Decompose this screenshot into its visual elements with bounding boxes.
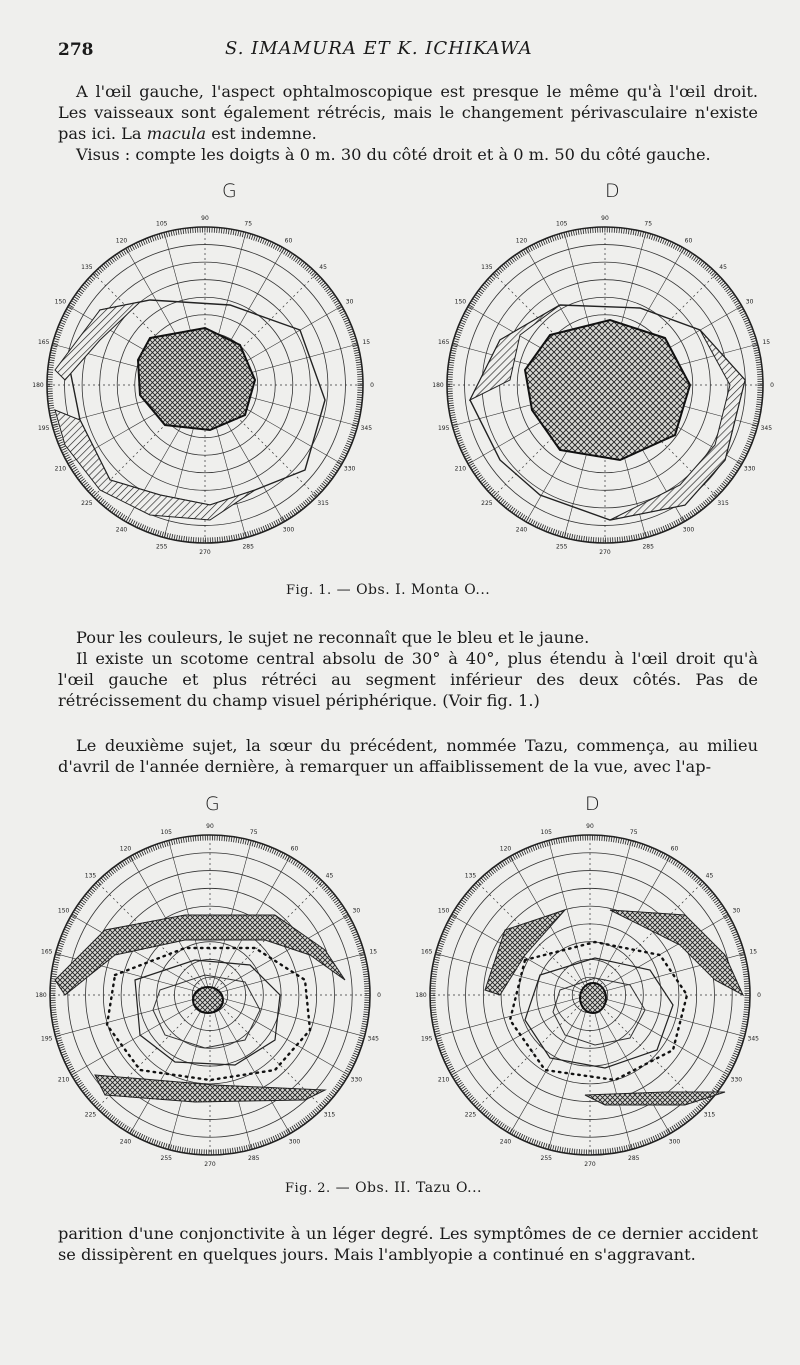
- perimeter-angle-label: 285: [242, 543, 254, 551]
- figure-1-caption-prefix: Fig. 1.: [286, 583, 332, 598]
- perimeter-angle-label: 180: [35, 992, 47, 999]
- figure-2-caption-prefix: Fig. 2.: [285, 1181, 331, 1196]
- central-scotoma: [580, 983, 606, 1013]
- perimeter-angle-label: 0: [770, 382, 774, 389]
- perimeter-spoke: [210, 995, 365, 1036]
- perimeter-angle-label: 315: [323, 1111, 336, 1119]
- hatched-band-upper-right: [610, 907, 743, 995]
- perimeter-angle-label: 255: [156, 543, 168, 551]
- perimeter-angle-label: 105: [556, 220, 568, 228]
- perimeter-angle-label: 210: [437, 1076, 450, 1084]
- perimeter-angle-label: 15: [362, 338, 371, 346]
- perimeter-angle-label: 165: [41, 948, 53, 956]
- perimeter-angle-label: 240: [119, 1138, 132, 1146]
- perimeter-angle-label: 315: [703, 1111, 716, 1119]
- perimeter-angle-label: 285: [628, 1155, 640, 1163]
- perimeter-angle-label: 135: [481, 263, 493, 271]
- perimeter-angle-label: 300: [282, 526, 295, 534]
- figure-2-caption: [285, 1180, 482, 1196]
- perimeter-angle-label: 225: [481, 500, 493, 508]
- figure-2-right-label: D: [585, 793, 600, 815]
- perimeter-angle-label: 90: [206, 823, 214, 830]
- perimeter-angle-label: 105: [156, 220, 168, 228]
- perimeter-angle-label: 30: [745, 298, 754, 306]
- perimeter-angle-label: 0: [370, 382, 374, 389]
- paragraph-2-text-b: Il existe un scotome central absolu de 30° à 40°, plus étendu à l'œil droit qu'à l'œil gauche et plus rétréci au segment inférieur des deux côtés. Pas de rétrécissement du champ visuel périphérique. (Voir fig. 1.): [58, 649, 758, 710]
- perimeter-spoke: [55, 995, 210, 1036]
- perimeter-spoke: [590, 995, 631, 1150]
- perimeter-angle-label: 330: [730, 1076, 743, 1084]
- perimeter-angle-label: 135: [464, 872, 477, 880]
- perimeter-angle-label: 180: [32, 382, 44, 389]
- perimeter-angle-label: 345: [747, 1035, 759, 1043]
- figure-1-caption-text: — Obs. I. Monta O...: [336, 582, 491, 598]
- perimeter-angle-label: 0: [377, 992, 381, 999]
- perimeter-angle-label: 120: [515, 237, 528, 245]
- perimeter-angle-label: 210: [454, 465, 467, 473]
- figure-1-left-chart: [32, 215, 374, 570]
- perimeter-angle-label: 150: [437, 907, 450, 915]
- perimeter-angle-label: 300: [668, 1138, 681, 1146]
- perimeter-angle-label: 60: [290, 845, 299, 853]
- hatched-band-upper-left: [485, 910, 565, 995]
- perimeter-angle-label: 150: [54, 298, 67, 306]
- perimeter-angle-label: 165: [37, 338, 50, 346]
- paragraph-1-text-b: Visus : compte les doigts à 0 m. 30 du côté droit et à 0 m. 50 du côté gauche.: [76, 145, 711, 164]
- perimeter-angle-label: 225: [84, 1111, 97, 1119]
- figure-2-right-chart: [415, 823, 775, 1170]
- figure-1-right-label: D: [605, 180, 620, 202]
- perimeter-angle-label: 60: [284, 237, 293, 245]
- figure-1-left-label: G: [222, 180, 237, 202]
- perimeter-angle-label: 150: [57, 907, 70, 915]
- figure-2-left-label: G: [205, 793, 220, 815]
- figure-2-left-chart: [35, 823, 385, 1170]
- perimeter-angle-label: 240: [115, 526, 128, 534]
- perimeter-angle-label: 15: [749, 948, 758, 956]
- paragraph-2: [58, 627, 758, 711]
- perimeter-angle-label: 180: [432, 382, 444, 389]
- perimeter-angle-label: 330: [743, 465, 756, 473]
- perimeter-angle-label: 270: [199, 549, 211, 556]
- figure-1-caption: [286, 582, 490, 598]
- perimeter-spoke: [549, 995, 590, 1150]
- hatched-band-upper: [55, 302, 140, 380]
- perimeter-angle-label: 330: [350, 1076, 363, 1084]
- perimeter-angle-label: 300: [682, 526, 695, 534]
- perimeter-angle-label: 240: [499, 1138, 512, 1146]
- running-title: S. IMAMURA ET K. ICHIKAWA: [225, 38, 533, 59]
- dotted-isopter: [107, 948, 310, 1080]
- perimeter-angle-label: 15: [369, 948, 378, 956]
- perimeter-angle-label: 45: [719, 263, 727, 271]
- perimeter-angle-label: 75: [629, 828, 638, 836]
- perimeter-angle-label: 255: [540, 1155, 552, 1163]
- perimeter-angle-label: 135: [84, 872, 97, 880]
- perimeter-angle-label: 270: [584, 1161, 596, 1168]
- perimeter-angle-label: 0: [757, 992, 761, 999]
- perimeter-angle-label: 195: [41, 1035, 53, 1043]
- central-scotoma: [138, 328, 255, 430]
- perimeter-angle-label: 30: [352, 907, 361, 915]
- central-scotoma: [525, 320, 690, 460]
- perimeter-angle-label: 45: [325, 872, 334, 880]
- perimeter-angle-label: 195: [37, 425, 50, 433]
- perimeter-angle-label: 165: [421, 948, 433, 956]
- perimeter-angle-label: 75: [249, 828, 258, 836]
- perimeter-angle-label: 285: [248, 1155, 260, 1163]
- paragraph-2-text-a: Pour les couleurs, le sujet ne reconnaît que le bleu et le jaune.: [76, 628, 590, 647]
- perimeter-angle-label: 120: [499, 845, 512, 853]
- perimeter-angle-label: 195: [421, 1035, 433, 1043]
- perimeter-angle-label: 30: [732, 907, 741, 915]
- perimeter-angle-label: 165: [437, 338, 450, 346]
- figure-2-caption-text: — Obs. II. Tazu O...: [335, 1180, 483, 1196]
- perimeter-angle-label: 345: [360, 425, 373, 433]
- page-number: 278: [58, 40, 94, 60]
- perimeter-angle-label: 75: [244, 220, 253, 228]
- perimeter-angle-label: 225: [81, 500, 93, 508]
- perimeter-angle-label: 210: [57, 1076, 70, 1084]
- perimeter-angle-label: 90: [586, 823, 594, 830]
- paragraph-3: [58, 735, 758, 777]
- perimeter-angle-label: 60: [684, 237, 693, 245]
- perimeter-spoke: [590, 995, 703, 1108]
- hatched-band-lower: [95, 1075, 325, 1102]
- perimeter-angle-label: 90: [201, 215, 209, 222]
- perimeter-angle-label: 255: [160, 1155, 172, 1163]
- perimeter-angle-label: 105: [540, 828, 552, 836]
- perimeter-angle-label: 315: [717, 500, 729, 508]
- perimeter-angle-label: 75: [644, 220, 653, 228]
- perimeter-angle-label: 300: [288, 1138, 301, 1146]
- perimeter-angle-label: 120: [115, 237, 128, 245]
- perimeter-angle-label: 30: [345, 298, 354, 306]
- perimeter-angle-label: 120: [119, 845, 132, 853]
- perimeter-angle-label: 90: [601, 215, 609, 222]
- perimeter-angle-label: 210: [54, 465, 67, 473]
- perimeter-angle-label: 270: [204, 1161, 216, 1168]
- perimeter-angle-label: 180: [415, 992, 427, 999]
- perimeter-angle-label: 225: [464, 1111, 477, 1119]
- perimeter-spoke: [435, 995, 590, 1036]
- perimeter-angle-label: 150: [454, 298, 467, 306]
- paragraph-1: [58, 81, 758, 165]
- perimeter-spoke: [210, 995, 251, 1150]
- perimeter-spoke: [169, 995, 210, 1150]
- perimeter-angle-label: 345: [367, 1035, 379, 1043]
- perimeter-angle-label: 45: [319, 263, 327, 271]
- paragraph-3-text: Le deuxième sujet, la sœur du précédent, nommée Tazu, commença, au milieu d'avril de l'année dernière, à remarquer un affaiblissement de la vue, avec l'ap-: [58, 736, 758, 776]
- perimeter-angle-label: 105: [160, 828, 172, 836]
- perimeter-angle-label: 15: [762, 338, 771, 346]
- paragraph-1-text-a: A l'œil gauche, l'aspect ophtalmoscopique est presque le même qu'à l'œil droit. Les vaisseaux sont également rétrécis, mais le changement périvasculaire n'existe pas ici. La macula est indemne.: [58, 82, 758, 143]
- perimeter-angle-label: 285: [642, 543, 654, 551]
- perimeter-spoke: [590, 995, 745, 1036]
- paragraph-4-text: parition d'une conjonctivite à un léger degré. Les symptômes de ce dernier accident se dissipèrent en quelques jours. Mais l'amblyopie a continué en s'aggravant.: [58, 1224, 758, 1264]
- figure-1-right-chart: [432, 215, 774, 570]
- perimeter-angle-label: 135: [81, 263, 93, 271]
- perimeter-angle-label: 240: [515, 526, 528, 534]
- perimeter-angle-label: 45: [705, 872, 714, 880]
- central-scotoma: [193, 987, 223, 1013]
- perimeter-angle-label: 195: [437, 425, 450, 433]
- perimeter-angle-label: 60: [670, 845, 679, 853]
- paragraph-4: [58, 1223, 758, 1265]
- perimeter-angle-label: 270: [599, 549, 611, 556]
- perimeter-angle-label: 330: [343, 465, 356, 473]
- hatched-band-upper: [55, 915, 345, 995]
- perimeter-angle-label: 345: [760, 425, 773, 433]
- perimeter-spoke: [477, 995, 590, 1108]
- perimeter-angle-label: 255: [556, 543, 568, 551]
- hatched-band-lower: [585, 1092, 725, 1105]
- perimeter-angle-label: 315: [317, 500, 329, 508]
